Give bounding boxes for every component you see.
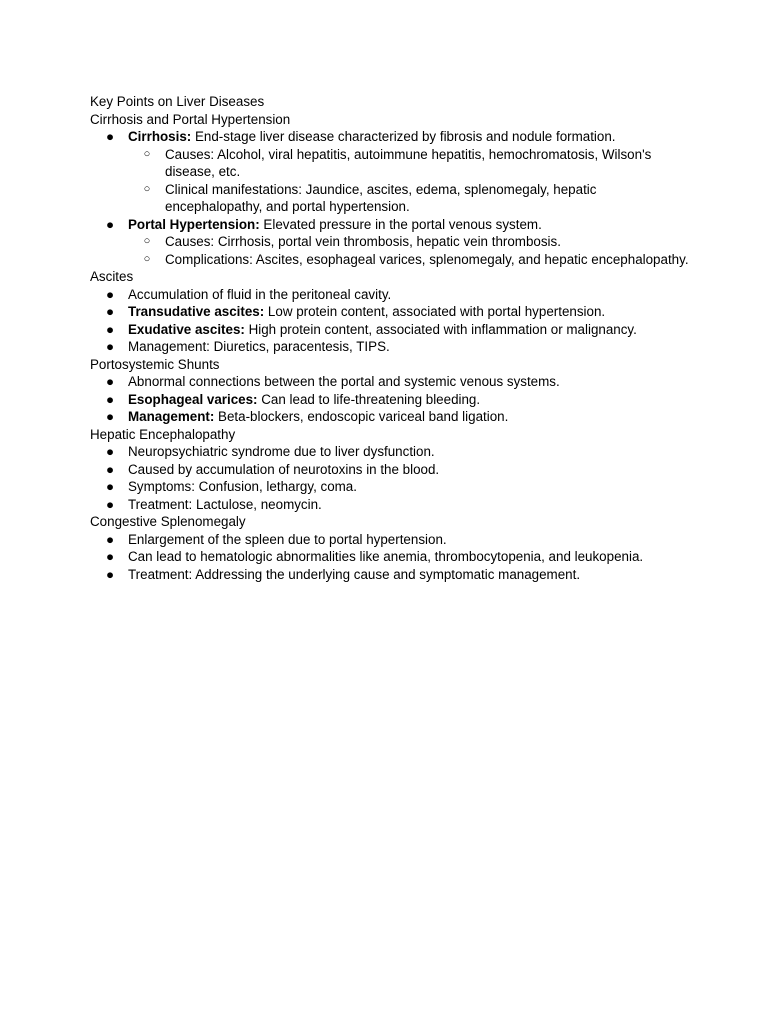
item-term: Transudative ascites:: [128, 304, 265, 319]
item-text: Beta-blockers, endoscopic variceal band ligation.: [214, 409, 509, 424]
item-term: Exudative ascites:: [128, 321, 245, 337]
bullet-list: [90, 373, 690, 426]
list-item: [90, 373, 690, 391]
bullet-icon: ●: [105, 216, 115, 232]
sub-bullet-icon: ○: [143, 252, 151, 265]
item-text: Low protein content, associated with portal hypertension.: [264, 304, 606, 319]
bullet-list: [90, 286, 690, 356]
sub-item-text: Causes: Alcohol, viral hepatitis, autoimmune hepatitis, hemochromatosis, Wilson's disease, etc.: [165, 146, 652, 179]
sub-list-item: [90, 181, 695, 216]
section-heading-cirrhosis: Cirrhosis and Portal Hypertension: [90, 111, 291, 127]
item-text: Can lead to life-threatening bleeding.: [257, 391, 481, 407]
bullet-icon: ●: [105, 321, 115, 337]
section-heading-congestive-splenomegaly: Congestive Splenomegaly: [90, 514, 246, 529]
list-item: [90, 443, 690, 461]
sub-list-item: [90, 233, 695, 251]
bullet-icon: ●: [105, 549, 115, 564]
item-text: Accumulation of fluid in the peritoneal cavity.: [128, 286, 392, 302]
list-item: [90, 478, 690, 496]
item-text: Can lead to hematologic abnormalities like anemia, thrombocytopenia, and leukopenia.: [128, 549, 644, 564]
item-term: Management:: [128, 409, 215, 424]
bullet-icon: ●: [105, 496, 115, 512]
bullet-icon: ●: [105, 339, 115, 354]
document-title: Key Points on Liver Diseases: [90, 94, 265, 109]
section-heading-portosystemic-shunts: Portosystemic Shunts: [90, 356, 220, 372]
list-item: [90, 303, 690, 321]
bullet-icon: ●: [105, 461, 115, 477]
item-text: High protein content, associated with inflammation or malignancy.: [244, 321, 637, 337]
item-text: Treatment: Addressing the underlying cause and symptomatic management.: [128, 566, 581, 582]
bullet-icon: ●: [105, 566, 115, 582]
sub-item-text: Clinical manifestations: Jaundice, ascites, edema, splenomegaly, hepatic encephalopathy, and portal hypertension.: [165, 181, 597, 214]
sub-bullet-icon: ○: [143, 235, 151, 247]
list-item: [90, 286, 690, 304]
bullet-icon: ●: [105, 129, 115, 144]
list-item: [90, 531, 690, 549]
bullet-icon: ●: [105, 409, 115, 424]
item-text: Enlargement of the spleen due to portal hypertension.: [128, 531, 447, 547]
list-item: [90, 566, 690, 584]
bullet-list: [90, 443, 690, 513]
sub-item-text: Causes: Cirrhosis, portal vein thrombosis, hepatic vein thrombosis.: [165, 234, 561, 249]
item-text: Elevated pressure in the portal venous system.: [259, 216, 542, 232]
section-heading-ascites: Ascites: [90, 269, 134, 284]
item-text: Neuropsychiatric syndrome due to liver dysfunction.: [128, 444, 435, 459]
bullet-icon: ●: [105, 444, 115, 459]
bullet-icon: ●: [105, 479, 115, 494]
list-item: [90, 338, 690, 356]
item-text: Caused by accumulation of neurotoxins in the blood.: [128, 461, 440, 477]
bullet-icon: ●: [105, 391, 115, 407]
bullet-icon: ●: [105, 374, 115, 389]
item-term: Esophageal varices:: [128, 391, 258, 407]
sub-list-item: [90, 251, 695, 269]
bullet-icon: ●: [105, 304, 115, 319]
item-term: Cirrhosis:: [128, 129, 192, 144]
sub-bullet-icon: ○: [143, 147, 151, 160]
bullet-icon: ●: [105, 286, 115, 302]
list-item: [90, 321, 690, 339]
item-text: Management: Diuretics, paracentesis, TIPS.: [128, 339, 390, 354]
item-term: Portal Hypertension:: [128, 216, 260, 232]
document-content: [90, 93, 690, 583]
list-item: [90, 408, 690, 426]
list-item: [90, 496, 690, 514]
bullet-list: [90, 531, 690, 584]
item-text: End-stage liver disease characterized by fibrosis and nodule formation.: [191, 129, 616, 144]
section-heading-hepatic-encephalopathy: Hepatic Encephalopathy: [90, 426, 236, 442]
list-item: [90, 128, 690, 146]
item-text: Abnormal connections between the portal and systemic venous systems.: [128, 374, 560, 389]
list-item: [90, 548, 690, 566]
list-item: [90, 461, 690, 479]
item-text: Treatment: Lactulose, neomycin.: [128, 496, 322, 512]
bullet-list: [90, 128, 690, 268]
sub-item-text: Complications: Ascites, esophageal varices, splenomegaly, and hepatic encephalopathy.: [165, 251, 689, 267]
list-item: [90, 391, 690, 409]
bullet-icon: ●: [105, 531, 115, 547]
item-text: Symptoms: Confusion, lethargy, coma.: [128, 479, 357, 494]
list-item: [90, 216, 690, 234]
sub-list-item: [90, 146, 695, 181]
sub-bullet-icon: ○: [143, 182, 151, 195]
